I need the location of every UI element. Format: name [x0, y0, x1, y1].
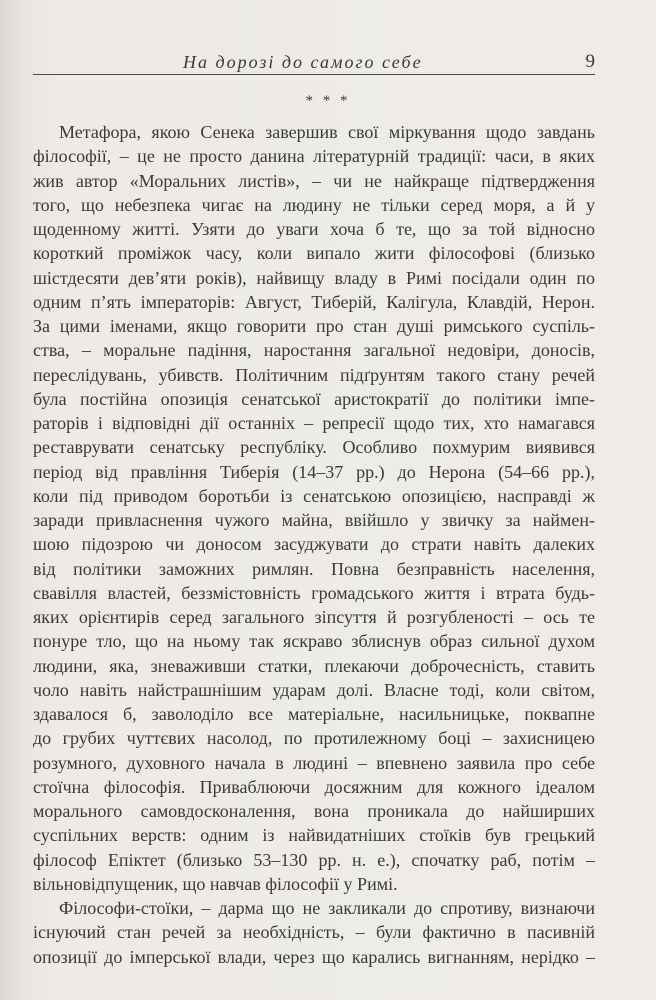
text-line: того, що небезпека чигає на людину не тільки серед моря, а й у	[33, 194, 595, 215]
text-line: заради привласнення чужого майна, ввійшло у звичку за наймен-	[33, 510, 595, 530]
text-line: шою підозрою чи доносом засуджувати до страти навіть далеких	[33, 534, 595, 555]
text-line: щоденному житті. Узяти до уваги хоча б те, що за той відносно	[33, 219, 595, 239]
text-line: здавалося б, заволоділо все матеріальне, насильницьке, поквапне	[33, 704, 595, 724]
paragraph	[33, 896, 595, 969]
text-line: свавілля властей, беззмістовність громадського життя і втрата будь-	[33, 582, 595, 603]
text-line: філософії, – це не просто данина літературній традиції: часи, в яких	[33, 146, 595, 167]
text-line: суспільних верств: одним із найвидатніших стоїків був грецький	[33, 825, 595, 846]
text-line: яких орієнтирів серед загального зіпсуття й розгубленості – ось те	[33, 607, 595, 627]
text-line: морального самовдосконалення, вона проникала до найширших	[33, 801, 595, 821]
text-line: ства, – моральне падіння, наростання загальної недовіри, доносів,	[33, 340, 595, 361]
text-line: період від правління Тиберія (14–37 рр.) до Нерона (54–66 рр.),	[33, 461, 595, 482]
text-line: від політики заможних римлян. Повна безправність населення,	[33, 558, 595, 579]
text-line: коли під приводом боротьби із сенатською опозицією, насправді ж	[33, 485, 595, 506]
text-line: філософ Епіктет (близько 53–130 рр. н. е.), спочатку раб, потім –	[33, 849, 595, 870]
text-line: реставрувати сенатську республіку. Особливо похмурим виявився	[33, 437, 595, 458]
text-line: раторів і відповідні дії останніх – репресії щодо тих, хто намагався	[33, 413, 595, 433]
running-title: На дорозі до самого себе	[183, 52, 423, 72]
text-line: опозиції до імперської влади, через що карались вигнанням, нерідко –	[33, 946, 595, 967]
text-line: вільновідпущеник, що навчав філософії у Римі.	[33, 873, 398, 894]
text-line: шістдесяти дев’яти років), найвищу владу в Римі посідали один по	[33, 267, 595, 288]
running-header	[33, 50, 595, 75]
text-line: стоїчна філософія. Приваблюючи досяжним для кожного ідеалом	[33, 776, 595, 797]
text-line: понуре тло, що на ньому так яскраво зблиснув образ сильної духом	[33, 631, 595, 652]
text-line: переслідувань, убивств. Політичним підґрунтям такого стану речей	[33, 364, 595, 385]
text-line: Філософи-стоїки, – дарма що не закликали до спротиву, визнаючи	[59, 898, 595, 918]
text-line: чоло навіть найстрашнішим ударам долі. Власне тоді, коли світом,	[33, 679, 595, 700]
text-line: жив автор «Моральних листів», – чи не найкраще підтвердження	[33, 170, 595, 191]
text-line: до грубих чуттєвих насолод, по протилежному боці – захисницею	[33, 728, 595, 749]
section-separator: * * *	[305, 93, 351, 109]
text-line: існуючий стан речей за необхідність, – були фактично в пасивній	[33, 922, 595, 943]
text-line: одним п’ять імператорів: Август, Тиберій, Калігула, Клавдій, Нерон.	[33, 291, 595, 312]
paragraph	[33, 120, 595, 896]
text-line: короткий проміжок часу, коли випало жити філософові (близько	[33, 243, 595, 264]
text-line: була постійна опозиція сенатської аристократії до політики імпе-	[33, 388, 595, 409]
text-line: людини, яка, зневаживши статки, плекаючи доброчесність, ставить	[33, 655, 595, 676]
page-number: 9	[585, 51, 595, 72]
body-text	[33, 120, 595, 969]
text-line: розумного, духовного начала в людині – впевнено заявила про себе	[33, 752, 595, 773]
text-line: Метафора, якою Сенека завершив свої міркування щодо завдань	[59, 122, 595, 142]
text-line: За цими іменами, якщо говорити про стан душі римського суспіль-	[33, 316, 595, 336]
